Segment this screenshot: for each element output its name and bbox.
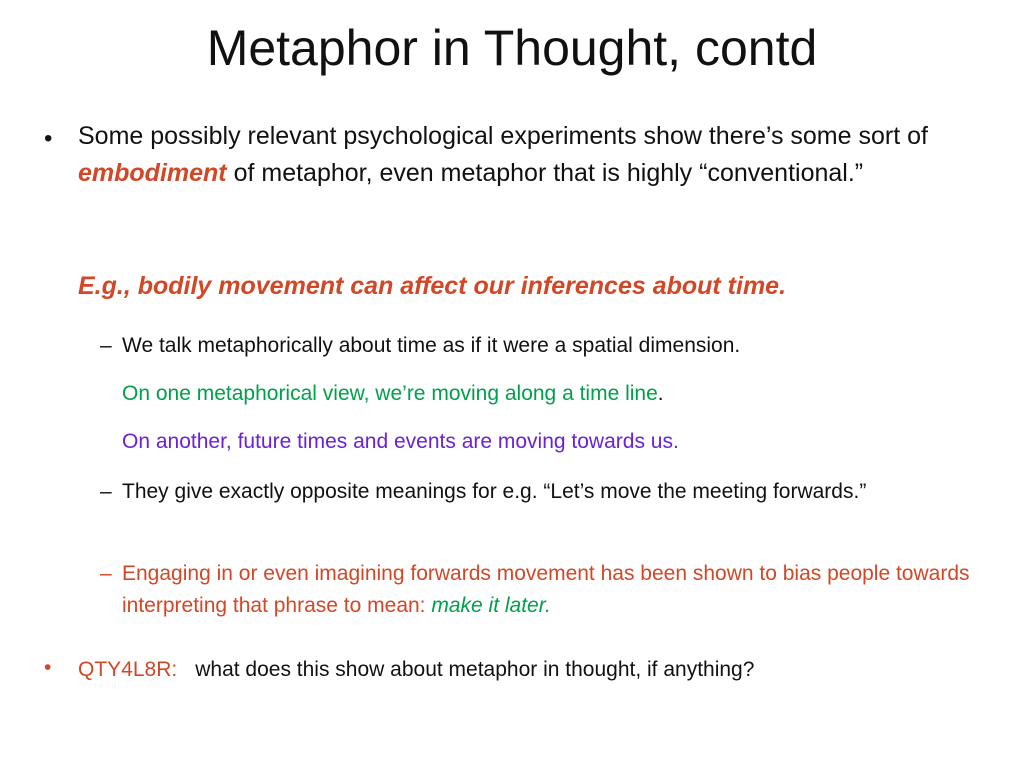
bullet-1-text-a: Some possibly relevant psychological experiments show there’s some sort of [78, 122, 928, 150]
sub-bullet-1-marker: – [100, 334, 112, 357]
bullet-marker: • [44, 125, 53, 152]
example-line: E.g., bodily movement can affect our inferences about time. [78, 272, 787, 300]
make-it-later-phrase: make it later. [431, 594, 551, 617]
question-label: QTY4L8R: [78, 658, 178, 681]
sub-bullet-2-marker: – [100, 480, 112, 503]
events-moving-towards-us-view: On another, future times and events are moving towards us. [122, 430, 679, 453]
sub-bullet-1-text: We talk metaphorically about time as if it were a spatial dimension. [122, 334, 741, 357]
bullet-2-text [78, 654, 998, 686]
question-text: what does this show about metaphor in thought, if anything? [195, 658, 755, 681]
sub-bullet-2-text: They give exactly opposite meanings for e.g. “Let’s move the meeting forwards.” [122, 480, 867, 503]
green-view-period: . [657, 382, 664, 405]
embodiment-emphasis: embodiment [78, 159, 227, 187]
sub-bullet-3-text [122, 558, 997, 622]
bullet-1-text [78, 118, 998, 192]
sub-bullet-3-main: Engaging in or even imagining forwards movement has been shown to bias people towards interpreting that phrase to mean: [122, 562, 970, 617]
slide-title: Metaphor in Thought, contd [206, 20, 818, 76]
bullet-2-marker: • [44, 656, 52, 679]
green-view-text: On one metaphorical view, we’re moving along a time line [122, 382, 658, 405]
bullet-1-text-b: of metaphor, even metaphor that is highly “conventional.” [226, 159, 864, 187]
sub-bullet-3-marker: – [100, 562, 112, 585]
moving-along-timeline-view [122, 378, 992, 410]
